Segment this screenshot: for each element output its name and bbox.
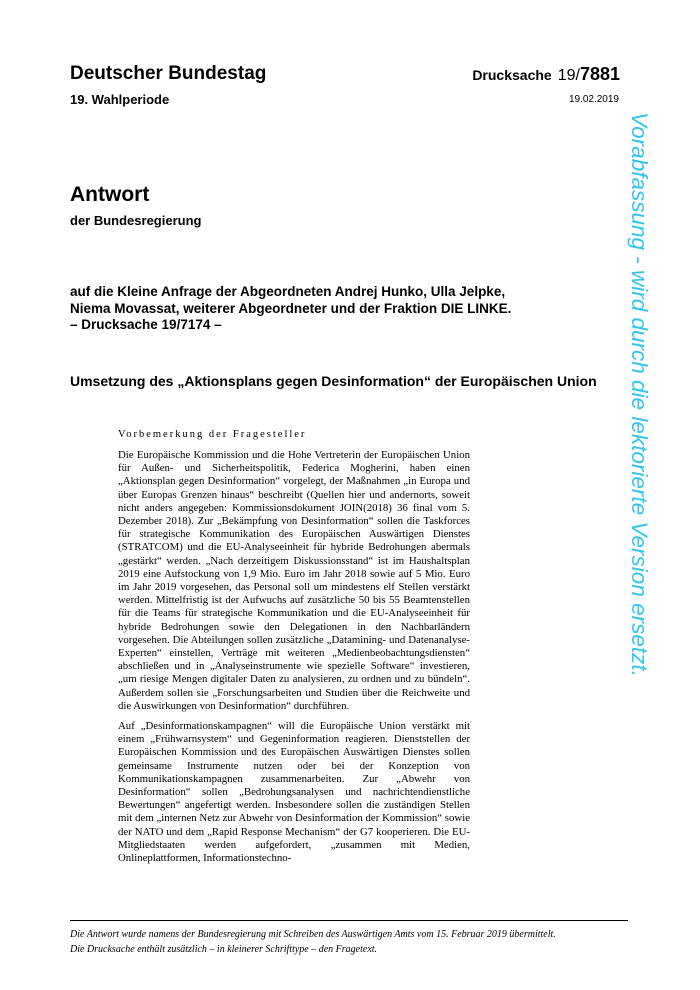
preface-paragraph-2: Auf „Desinformationskampagnen“ will die Europäische Union verstärkt mit einem „Frühwarnsystem“ und Gegeninformation reagieren. Dienststellen der Europäischen Kommission und des Europäischen Auswärtigen Dienstes sollen gemeinsame Instrumente nutzen oder bei der Konzeption von Kommunikationskampagnen zusammenarbeiten. Zur „Abwehr von Desinformation“ sollen „Bedrohungsanalysen und nachrichtendienstliche Bewertungen“ angefertigt werden. Insbesondere sollen die zuständigen Stellen mit dem „internen Netz zur Abwehr von Desinformation der Kommission“ sowie der NATO und dem „Rapid Response Mechanism“ der G7 kooperieren. Die EU-Mitgliedstaaten werden aufgefordert, „zusammen mit Medien, Onlineplattformen, Informationstechno- (118, 720, 470, 865)
preface-heading: Vorbemerkung der Fragesteller (118, 429, 307, 440)
document-subtitle: der Bundesregierung (70, 213, 202, 228)
drucksache-label: Drucksache (472, 67, 552, 83)
footnote-line-2: Die Drucksache enthält zusätzlich – in kleinerer Schrifttype – den Fragetext. (70, 944, 378, 955)
inquiry-line-3: – Drucksache 19/7174 – (70, 317, 222, 332)
footnote-divider (70, 920, 628, 921)
draft-stamp-text: Vorabfassung - wird durch die lektorierte Version ersetzt. (627, 112, 652, 677)
preface-section (118, 429, 470, 872)
drucksache-id (472, 64, 620, 85)
footnote-line-1: Die Antwort wurde namens der Bundesregierung mit Schreiben des Auswärtigen Amts vom 15. Februar 2019 übermittelt. (70, 929, 556, 940)
institution-name: Deutscher Bundestag (70, 63, 267, 84)
inquiry-line-2: Niema Movassat, weiterer Abgeordneter und der Fraktion DIE LINKE. (70, 300, 512, 316)
preface-paragraph-1: Die Europäische Kommission und die Hohe Vertreterin der Europäischen Union für Außen- und Sicherheitspolitik, Federica Mogherini, haben einen „Aktionsplan gegen Desinformation“ vorgelegt, der Maßnahmen „in Europa und über Europas Grenzen hinaus“ beschreibt (Quellen hier und andernorts, soweit nicht anders angegeben: Kommissionsdokument JOIN(2018) 36 final vom 5. Dezember 2018). Zur „Bekämpfung von Desinformation“ sollen die Taskforces für strategische Kommunikation des Europäischen Auswärtigen Dienstes (STRATCOM) und die EU-Analyseeinheit für hybride Bedrohungen abermals „gestärkt“ werden. „Nach derzeitigem Diskussionsstand“ ist im Haushaltsplan 2019 eine Aufstockung von 1,9 Mio. Euro im Jahr 2018 sowie auf 5 Mio. Euro im Jahr 2019 vorgesehen, das Personal soll um mindestens elf Stellen verstärkt werden. Mittelfristig ist der Aufwuchs auf zusätzliche 50 bis 55 Beamtenstellen für die Teams für strategische Kommunikation und die EU-Analyseeinheit für hybride Bedrohungen sowie den Delegationen in den Nachbarländern vorgesehen. Die Abteilungen sollen zusätzliche „Datamining- und Datenanalyse-Experten“ einstellen, Verträge mit weiteren „Medienbeobachtungsdiensten“ abschließen und in „Analyseinstrumente wie spezielle Software“ investieren, „um riesige Mengen digitaler Daten zu analysieren, zu ordnen und zu bündeln“. Außerdem sollen sie „Forschungsarbeiten und Studien über die Reichweite und die Auswirkungen von Desinformation“ durchführen. (118, 449, 470, 712)
drucksache-prefix: 19/ (557, 67, 580, 84)
document-title: Antwort (70, 183, 150, 206)
subject-heading: Umsetzung des „Aktionsplans gegen Desinformation“ der Europäischen Union (70, 373, 597, 389)
drucksache-number: 7881 (579, 64, 620, 84)
inquiry-line-1: auf die Kleine Anfrage der Abgeordneten Andrej Hunko, Ulla Jelpke, (70, 284, 506, 299)
document-date: 19.02.2019 (568, 94, 619, 105)
legislative-period: 19. Wahlperiode (70, 92, 170, 107)
inquiry-reference (70, 284, 610, 334)
